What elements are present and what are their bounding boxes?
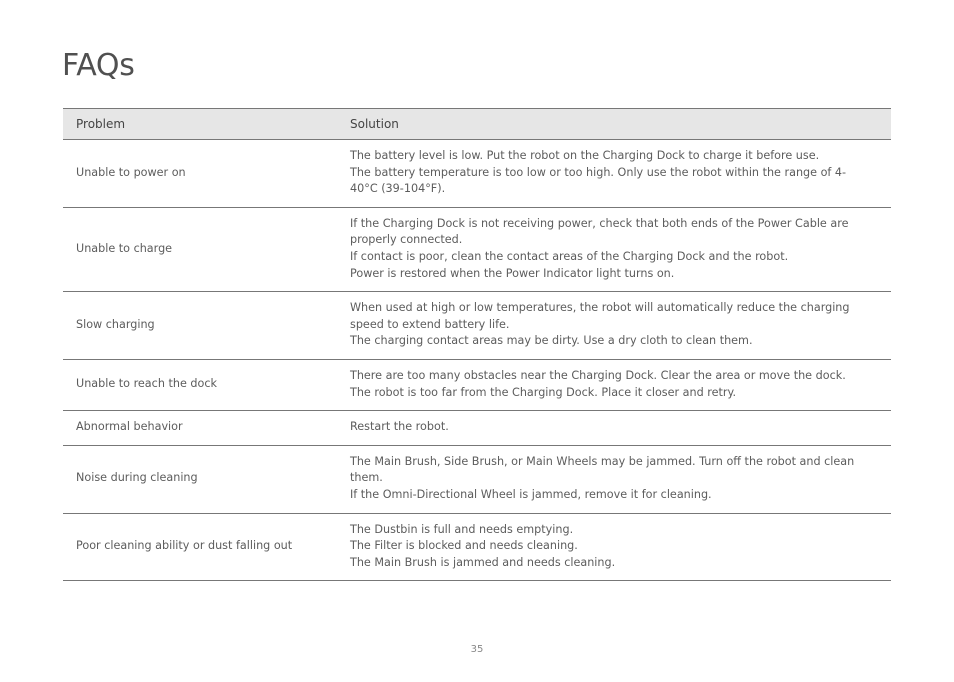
solution-line: The Main Brush, Side Brush, or Main Wheels may be jammed. Turn off the robot and clean them.	[350, 454, 855, 485]
solution-column-header: Solution	[337, 109, 891, 140]
problem-cell: Noise during cleaning	[63, 445, 337, 513]
solution-line: The battery temperature is too low or too high. Only use the robot within the range of 4-40°C (39-104°F).	[350, 165, 847, 196]
problem-cell: Unable to reach the dock	[63, 359, 337, 410]
solution-line: Restart the robot.	[350, 420, 449, 434]
table-row	[63, 411, 891, 446]
problem-cell: Abnormal behavior	[63, 411, 337, 446]
solution-line: The robot is too far from the Charging Dock. Place it closer and retry.	[350, 385, 737, 399]
faq-table-body	[63, 140, 891, 581]
solution-line: The charging contact areas may be dirty. Use a dry cloth to clean them.	[350, 334, 753, 348]
problem-column-header: Problem	[63, 109, 337, 140]
solution-cell	[337, 292, 891, 360]
solution-cell	[337, 411, 891, 446]
solution-cell	[337, 513, 891, 581]
solution-line: The Dustbin is full and needs emptying.	[350, 522, 574, 536]
solution-cell	[337, 359, 891, 410]
problem-cell: Unable to power on	[63, 140, 337, 208]
problem-cell: Unable to charge	[63, 207, 337, 291]
problem-cell: Poor cleaning ability or dust falling out	[63, 513, 337, 581]
solution-line: If the Charging Dock is not receiving power, check that both ends of the Power Cable are properly connected.	[350, 216, 849, 247]
table-row	[63, 513, 891, 581]
faq-table	[63, 108, 891, 581]
table-row	[63, 292, 891, 360]
solution-line: Power is restored when the Power Indicator light turns on.	[350, 266, 675, 280]
page-number: 35	[470, 644, 484, 655]
solution-line: If contact is poor, clean the contact areas of the Charging Dock and the robot.	[350, 249, 789, 263]
solution-line: There are too many obstacles near the Charging Dock. Clear the area or move the dock.	[350, 368, 846, 382]
solution-cell	[337, 140, 891, 208]
solution-line: The Filter is blocked and needs cleaning.	[350, 539, 578, 553]
table-row	[63, 445, 891, 513]
table-header-row	[63, 109, 891, 140]
table-row	[63, 140, 891, 208]
table-row	[63, 359, 891, 410]
solution-line: The battery level is low. Put the robot on the Charging Dock to charge it before use.	[350, 149, 820, 162]
page-title: FAQs	[62, 48, 135, 83]
problem-cell: Slow charging	[63, 292, 337, 360]
solution-cell	[337, 445, 891, 513]
solution-cell	[337, 207, 891, 291]
solution-line: The Main Brush is jammed and needs cleaning.	[350, 555, 616, 569]
solution-line: When used at high or low temperatures, the robot will automatically reduce the charging speed to extend battery life.	[350, 301, 850, 331]
table-row	[63, 207, 891, 291]
solution-line: If the Omni-Directional Wheel is jammed, remove it for cleaning.	[350, 487, 712, 501]
